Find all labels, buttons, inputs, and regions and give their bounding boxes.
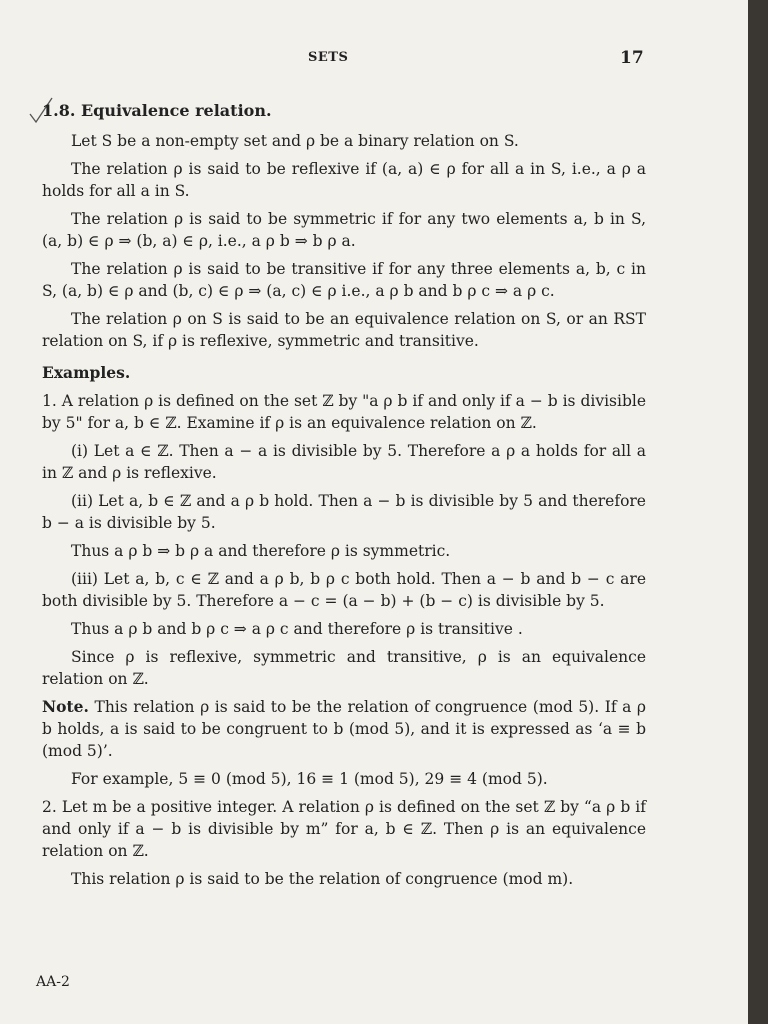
note-label: Note. xyxy=(42,697,89,716)
example-1-statement: 1. A relation ρ is defined on the set ℤ by "a ρ b if and only if a − b is divisible by 5" for a, b ∈ ℤ. Examine if ρ is an equivalence relation on ℤ. xyxy=(42,392,646,432)
note-text: This relation ρ is said to be the relation of congruence (mod 5). If a ρ b holds, a is said to be congruent to b (mod 5), and it is expressed as ‘a ≡ b (mod 5)’. xyxy=(42,698,646,760)
example-1-conclusion: Since ρ is reflexive, symmetric and transitive, ρ is an equivalence relation on ℤ. xyxy=(42,648,646,688)
note-example: For example, 5 ≡ 0 (mod 5), 16 ≡ 1 (mod 5), 29 ≡ 4 (mod 5). xyxy=(71,770,548,788)
example-1-transitive-conclusion: Thus a ρ b and b ρ c ⇒ a ρ c and therefore ρ is transitive . xyxy=(71,620,523,638)
examples-heading: Examples. xyxy=(42,363,131,382)
page-footer xyxy=(36,974,70,990)
page-body xyxy=(42,100,646,896)
example-1-reflexive-step: (i) Let a ∈ ℤ. Then a − a is divisible by 5. Therefore a ρ a holds for all a in ℤ and ρ is reflexive. xyxy=(42,442,646,482)
section-heading: 1.8. Equivalence relation. xyxy=(42,101,272,120)
reflexive-definition: The relation ρ is said to be reflexive if (a, a) ∈ ρ for all a in S, i.e., a ρ a holds for all a in S. xyxy=(42,160,646,200)
page-number: 17 xyxy=(620,48,644,68)
signature-mark: AA-2 xyxy=(36,974,70,990)
page-header xyxy=(0,46,748,70)
example-2-conclusion: This relation ρ is said to be the relation of congruence (mod m). xyxy=(71,870,574,888)
note-paragraph xyxy=(42,696,646,762)
definition-paragraph: Let S be a non-empty set and ρ be a binary relation on S. xyxy=(71,132,519,150)
equivalence-definition: The relation ρ on S is said to be an equivalence relation on S, or an RST relation on S, if ρ is reflexive, symmetric and transitive. xyxy=(42,310,646,350)
symmetric-definition: The relation ρ is said to be symmetric if for any two elements a, b in S, (a, b) ∈ ρ ⇒ (b, a) ∈ ρ, i.e., a ρ b ⇒ b ρ a. xyxy=(42,210,646,250)
example-1-transitive-step: (iii) Let a, b, c ∈ ℤ and a ρ b, b ρ c both hold. Then a − b and b − c are both divisible by 5. Therefore a − c = (a − b) + (b − c) is divisible by 5. xyxy=(42,570,646,610)
transitive-definition: The relation ρ is said to be transitive if for any three elements a, b, c in S, (a, b) ∈ ρ and (b, c) ∈ ρ ⇒ (a, c) ∈ ρ i.e., a ρ b and b ρ c ⇒ a ρ c. xyxy=(42,260,646,300)
example-1-symmetric-step: (ii) Let a, b ∈ ℤ and a ρ b hold. Then a − b is divisible by 5 and therefore b − a is divisible by 5. xyxy=(42,492,646,532)
running-head: SETS xyxy=(308,50,349,65)
example-1-symmetric-conclusion: Thus a ρ b ⇒ b ρ a and therefore ρ is symmetric. xyxy=(71,542,451,560)
example-2-statement: 2. Let m be a positive integer. A relation ρ is defined on the set ℤ by “a ρ b if and only if a − b is divisible by m” for a, b ∈ ℤ. Then ρ is an equivalence relation on ℤ. xyxy=(42,798,646,860)
